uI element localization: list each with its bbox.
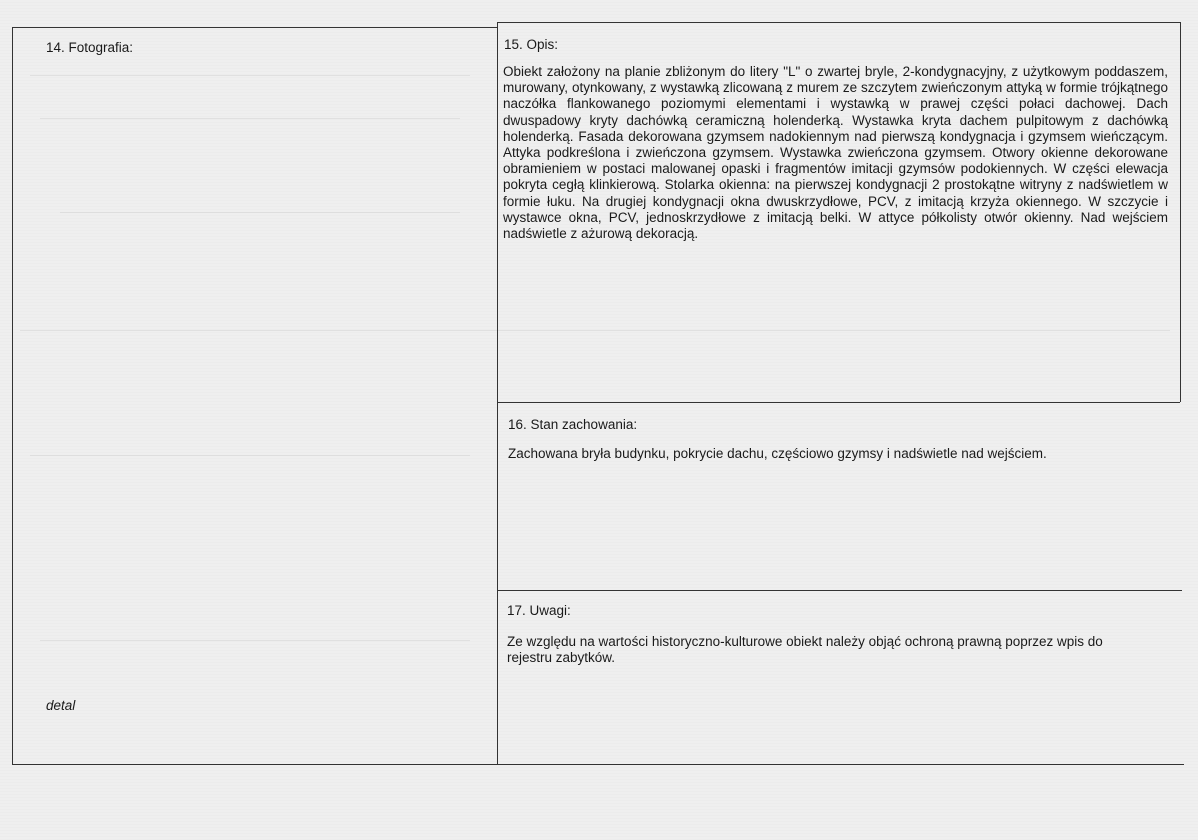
show-through-line — [20, 330, 1170, 331]
remarks-field-label: 17. Uwagi: — [507, 603, 571, 618]
show-through-line — [30, 455, 470, 456]
show-through-line — [40, 118, 460, 119]
condition-field-label: 16. Stan zachowania: — [508, 417, 638, 432]
description-text: Obiekt założony na planie zbliżonym do litery "L" o zwartej bryle, 2-kondygnacyjny, z użytkowym poddaszem, murowany, otynkowany, z wystawką zlicowaną z murem ze szczytem zwieńczonym attyką w formie trójkątnego naczółka flankowanego poziomymi elementami i wystawką w prawej części połaci dachowej. Dach dwuspadowy kryty dachówką ceramiczną holenderką. Wystawka kryta dachem pulpitowym z dachówką holenderką. Fasada dekorowana gzymsem nadokiennym nad pierwszą kondygnacja i gzymsem wieńczącym. Attyka podkreślona i zwieńczona gzymsem. Wystawka zwieńczona gzymsem. Otwory okienne dekorowane obramieniem w postaci malowanej opaski i fragmentów imitacji gzymsów podokiennych. W części elewacja pokryta cegłą klinkierową. Stolarka okienna: na pierwszej kondygnacji 2 prostokątne witryny z nadświetlem w formie łuku. Na drugiej kondygnacji okna dwuskrzydłowe, PCV, z imitacją krzyża okiennego. W szczycie i wystawce okna, PCV, jednoskrzydłowe z imitacją belki. W attyce półkolisty otwór okienny. Nad wejściem nadświetle z ażurową dekoracją. — [503, 64, 1168, 242]
photo-caption: detal — [46, 698, 76, 713]
description-field-label: 15. Opis: — [504, 37, 559, 52]
show-through-line — [30, 75, 470, 76]
column-divider — [497, 22, 498, 764]
show-through-line — [40, 640, 470, 641]
row-divider-description — [497, 402, 1180, 403]
condition-text: Zachowana bryła budynku, pokrycie dachu, częściowo gzymsy i nadświetle nad wejściem. — [508, 446, 1047, 461]
bottom-border — [12, 764, 1184, 765]
show-through-line — [60, 212, 460, 213]
right-border — [1180, 22, 1181, 402]
photo-field-label: 14. Fotografia: — [46, 40, 134, 55]
row-divider-condition — [497, 590, 1182, 591]
left-border — [12, 27, 13, 764]
top-border-right — [497, 22, 1180, 23]
remarks-text: Ze względu na wartości historyczno-kulturowe obiekt należy objąć ochroną prawną poprzez wpis do rejestru zabytków. — [507, 634, 1103, 666]
top-border-left — [12, 27, 497, 28]
